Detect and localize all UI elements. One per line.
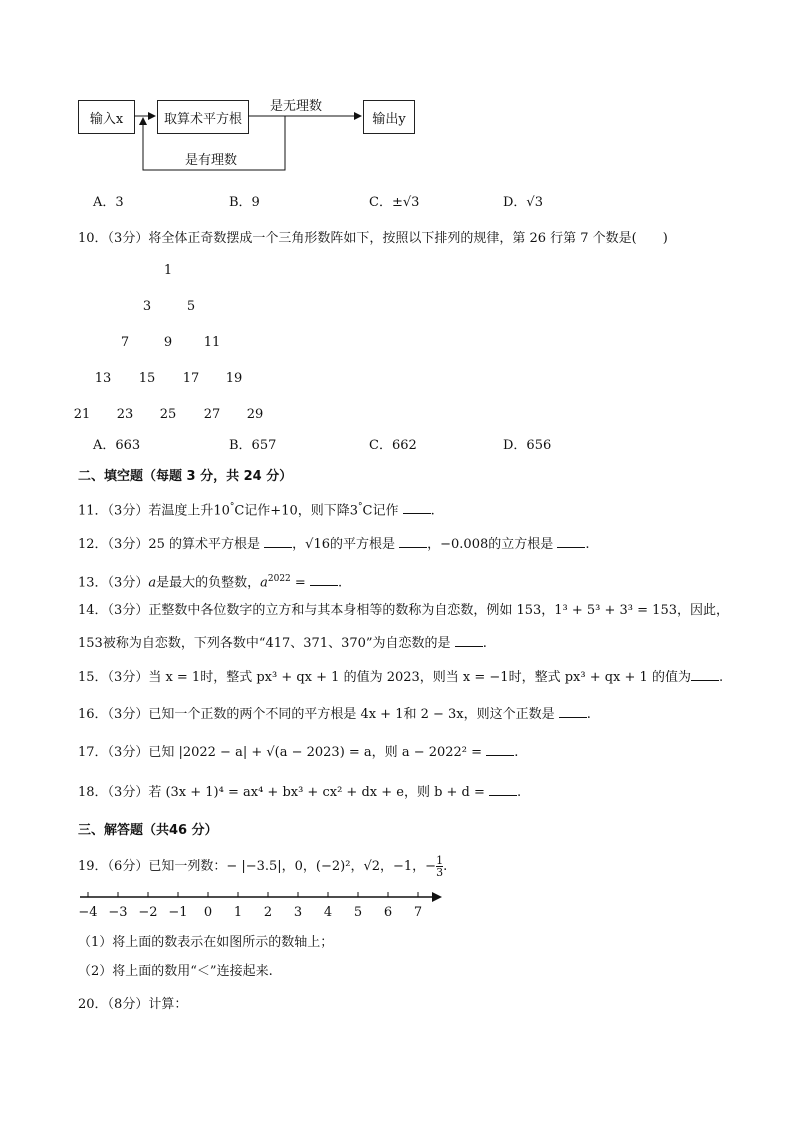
q13-var-a: a (148, 575, 157, 591)
q9-option-d[interactable]: D．√3 (503, 195, 543, 210)
q14-answer-blank[interactable] (455, 634, 483, 647)
number-line-tick-label: 3 (293, 905, 303, 920)
q13-text-c: 是最大的负整数， (156, 575, 261, 591)
q19-sub1: （1）将上面的数表示在如图所示的数轴上； (78, 935, 334, 950)
q10-row2-num1: 3 (142, 299, 152, 314)
q15-answer-blank[interactable] (691, 668, 719, 681)
q11-end: . (430, 503, 435, 519)
q12-text-e: ，−0.008的立方根是 (427, 537, 554, 552)
number-line[interactable] (70, 885, 450, 905)
q11-text-c: C记作 (362, 503, 399, 519)
q13 (78, 570, 342, 592)
flowchart-arrows (0, 0, 794, 200)
q19-stem (78, 855, 447, 878)
q11-text-a: 11．（3分）若温度上升10 (78, 503, 230, 519)
q17-text: 17．（3分）已知 |2022 − a| + √(a − 2023) = a，则 a − 2022² = (78, 745, 483, 760)
q15-text: 15．（3分）当 x = 1时，整式 px³ + qx + 1 的值为 2023，则当 x = −1时，整式 px³ + qx + 1 的值为 (78, 670, 691, 685)
q18-answer-blank[interactable] (489, 783, 517, 796)
flow-input-label: 输入x (89, 111, 124, 127)
q14-line2-text: 153被称为自恋数，下列各数中“417、371、370”为自恋数的是 (78, 636, 451, 651)
q16 (78, 705, 591, 724)
q10-row5-num2: 23 (116, 407, 134, 422)
number-line-tick-label: −1 (168, 905, 188, 920)
q13-answer-blank[interactable] (310, 573, 338, 586)
number-line-tick-label: 5 (353, 905, 363, 920)
q9-option-c[interactable]: C．±√3 (369, 195, 420, 210)
q10-row2-num2: 5 (186, 299, 196, 314)
q12-text-b: ， (292, 537, 306, 552)
section-3-heading: 三、解答题（共46 分） (78, 823, 218, 838)
q17-end: . (514, 745, 519, 760)
q11-degree-1: ° (229, 502, 235, 512)
number-line-tick-label: −3 (108, 905, 128, 920)
q11 (78, 498, 435, 520)
number-line-tick-label: −4 (78, 905, 98, 920)
q19-stem-text: 19．（6分）已知一列数：− |−3.5|，0，(−2)²，√2，−1，− (78, 859, 437, 874)
number-line-tick-label: 4 (323, 905, 333, 920)
q13-end: . (337, 575, 343, 591)
q10-option-c[interactable]: C．662 (369, 438, 417, 453)
number-line-arrowhead (432, 892, 442, 902)
q16-end: . (586, 707, 591, 722)
q12-end: . (585, 537, 590, 552)
q13-equals: = (290, 575, 310, 591)
q11-text-b: C记作+10，则下降3 (234, 503, 359, 519)
q10-row4-num4: 19 (225, 371, 243, 386)
q16-text: 16．（3分）已知一个正数的两个不同的平方根是 4x + 1和 2 − 3x，则这个正数是 (78, 707, 555, 722)
number-line-tick-label: 7 (413, 905, 423, 920)
q10-row4-num1: 13 (94, 371, 112, 386)
q18-text: 18．（3分）若 (3x + 1)⁴ = ax⁴ + bx³ + cx² + dx + e，则 b + d = (78, 785, 485, 800)
q12-text-d: 的平方根是 (329, 537, 395, 552)
q18 (78, 783, 521, 802)
q12-text-a: 12．（3分）25 的算术平方根是 (78, 537, 260, 552)
q10-row3-num2: 9 (163, 335, 173, 350)
q10-option-a[interactable]: A．663 (93, 438, 141, 453)
flow-irrational-label: 是无理数 (270, 99, 323, 114)
q10-option-b[interactable]: B．657 (229, 438, 277, 453)
q10-row5-num1: 21 (73, 407, 91, 422)
q18-end: . (517, 785, 522, 800)
q10-option-d[interactable]: D．656 (503, 438, 552, 453)
q9-option-b[interactable]: B．9 (229, 195, 260, 210)
q10-row4-num3: 17 (182, 371, 200, 386)
q17 (78, 743, 518, 762)
q12-answer-blank-3[interactable] (557, 535, 585, 548)
q10-row5-num3: 25 (159, 407, 177, 422)
section-2-heading: 二、填空题（每题 3 分，共 24 分） (78, 469, 293, 484)
number-line-tick-label: 6 (383, 905, 393, 920)
q14-line2 (78, 634, 487, 653)
q19-frac-num: 1 (436, 854, 444, 867)
q9-option-a[interactable]: A．3 (93, 195, 124, 210)
q11-answer-blank[interactable] (403, 501, 431, 514)
q15 (78, 668, 723, 687)
flow-process-label: 取算术平方根 (163, 111, 242, 127)
q10-row1-num1: 1 (163, 263, 173, 278)
q13-exponent: 2022 (267, 574, 291, 584)
q12 (78, 535, 590, 554)
q19-frac-den: 3 (436, 866, 444, 879)
q10-row3-num3: 11 (203, 335, 221, 350)
q11-degree-2: ° (358, 502, 363, 512)
q19-sub2: （2）将上面的数用“＜”连接起来. (78, 964, 273, 979)
q20: 20．（8分）计算： (78, 997, 188, 1012)
number-line-tick-label: 0 (203, 905, 213, 920)
q19-end: . (443, 859, 448, 874)
q10-row5-num5: 29 (246, 407, 264, 422)
q14-end: . (482, 636, 487, 651)
q13-text-a: 13．（3分） (78, 575, 149, 591)
q14-line1: 14．（3分）正整数中各位数字的立方和与其本身相等的数称为自恋数，例如 153，1³ + 5³ + 3³ = 153，因此， (78, 603, 729, 618)
q15-end: . (718, 670, 724, 685)
number-line-tick-label: 2 (263, 905, 273, 920)
q10-row3-num1: 7 (120, 335, 130, 350)
flow-output-label: 输出y (372, 111, 406, 127)
flow-rational-label: 是有理数 (185, 153, 238, 168)
q10-row4-num2: 15 (138, 371, 156, 386)
q12-sqrt16: √16 (305, 537, 330, 552)
q13-var-a2: a (260, 575, 268, 591)
number-line-tick-label: −2 (138, 905, 158, 920)
q17-answer-blank[interactable] (486, 743, 514, 756)
q16-answer-blank[interactable] (559, 705, 587, 718)
q12-answer-blank-1[interactable] (264, 535, 292, 548)
number-line-tick-label: 1 (233, 905, 243, 920)
number-line-ticks (88, 892, 418, 897)
q10-row5-num4: 27 (203, 407, 221, 422)
q10-stem: 10．（3分）将全体正奇数摆成一个三角形数阵如下，按照以下排列的规律，第 26 行第 7 个数是( ) (78, 231, 668, 246)
q12-answer-blank-2[interactable] (399, 535, 427, 548)
